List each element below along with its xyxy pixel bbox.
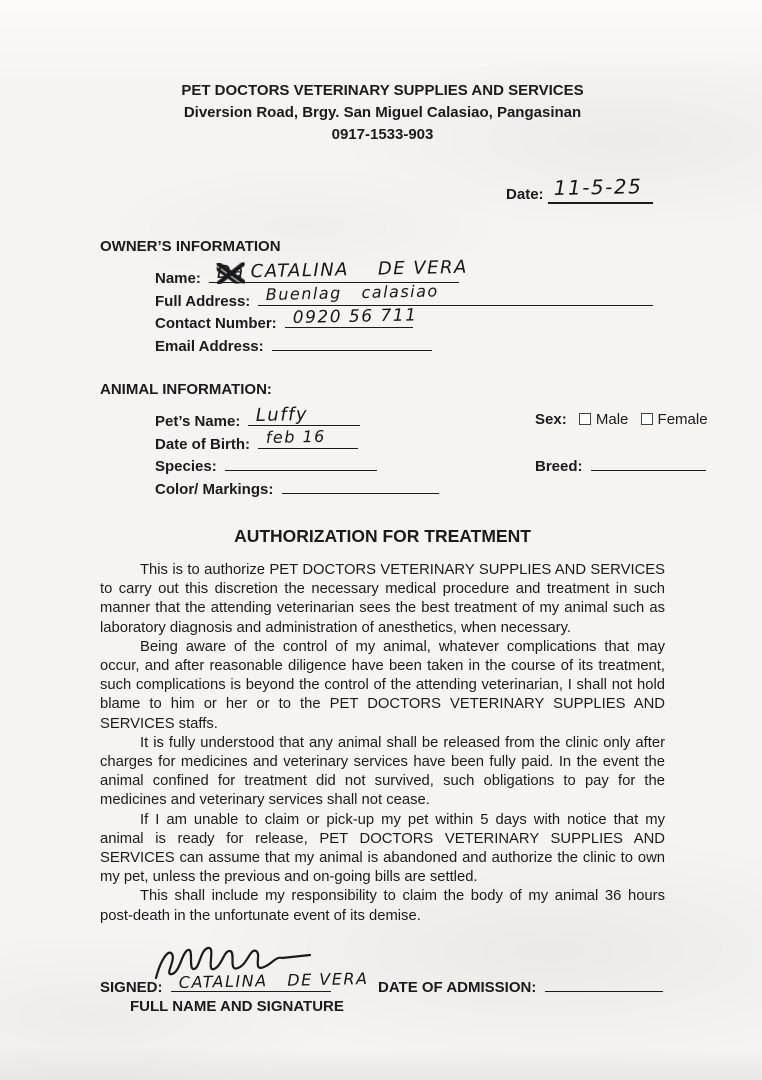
- date-row: [100, 174, 665, 214]
- authorization-paragraph-1: This is to authorize PET DOCTORS VETERINARY SUPPLIES AND SERVICES to carry out this discretion the necessary medical procedure and treatment in such manner that the attending veterinarian sees the best treatment of my animal such as laboratory diagnosis and administration of anesthetics, when necessary.: [100, 562, 665, 636]
- admission-group: [378, 976, 663, 996]
- signed-handwritten-name: CATALINA DE VERA: [178, 968, 369, 992]
- owner-email-label: Email Address:: [155, 337, 264, 355]
- dob-row: [155, 426, 665, 456]
- authorization-paragraph-4: If I am unable to claim or pick-up my pet within 5 days with notice that my animal is ready for release, PET DOCTORS VETERINARY SUPPLIES AND SERVICES can assume that my animal is abandoned and authorize the clinic to own my pet, unless the previous and on-going bills are settled.: [100, 811, 665, 886]
- owner-email-field: [272, 335, 432, 351]
- authorization-body: [100, 561, 665, 926]
- female-option-label: Female: [657, 411, 708, 428]
- pet-name-field: [248, 403, 360, 426]
- owner-address-label: Full Address:: [155, 292, 251, 310]
- owner-email-row: [155, 335, 665, 358]
- pet-name-handwritten: Luffy: [256, 403, 309, 426]
- pet-name-row: [155, 403, 708, 433]
- male-checkbox: [579, 413, 591, 425]
- male-option-label: Male: [595, 411, 629, 428]
- owner-name-field: [209, 256, 469, 283]
- species-row: [155, 455, 665, 478]
- owner-fields: [155, 256, 665, 357]
- breed-group: [535, 455, 706, 478]
- owner-contact-row: [155, 304, 665, 335]
- owner-contact-field: [285, 304, 418, 328]
- date-label: Date:: [506, 186, 544, 203]
- animal-fields: [155, 403, 708, 500]
- sex-label: Sex:: [535, 411, 567, 428]
- authorization-paragraph-5: This shall include my responsibility to claim the body of my animal 36 hours post-death in the unfortunate event of its demise.: [100, 888, 665, 924]
- color-markings-field: [282, 478, 439, 494]
- species-label: Species:: [155, 458, 217, 475]
- dob-label: Date of Birth:: [155, 435, 250, 453]
- owner-name-handwritten: [217, 257, 468, 283]
- owner-section-heading: OWNER’S INFORMATION: [100, 238, 281, 255]
- signed-caption: FULL NAME AND SIGNATURE: [130, 997, 344, 1015]
- signed-label: SIGNED:: [100, 978, 163, 996]
- clinic-name: PET DOCTORS VETERINARY SUPPLIES AND SERVICES: [181, 82, 584, 99]
- owner-address-handwritten: Buenlag calasiao: [266, 281, 440, 305]
- owner-name-value: CATALINA DE VERA: [250, 256, 469, 282]
- clinic-header: [100, 0, 665, 146]
- owner-contact-label: Contact Number:: [155, 315, 277, 332]
- color-markings-label: Color/ Markings:: [155, 480, 274, 498]
- owner-contact-handwritten: 0920 56 711: [292, 304, 418, 328]
- color-markings-row: [155, 478, 665, 501]
- dob-handwritten: feb 16: [265, 426, 327, 448]
- authorization-paragraph-2: Being aware of the control of my animal, whatever complications that may occur, and after reasonable diligence have been taken in the course of its treatment, such complications is beyond the control of the attending veterinarian, I shall not hold blame to him or her or to the PET DOCTORS VETERINARY SUPPLIES AND SERVICES staffs.: [100, 638, 665, 732]
- clinic-address: Diversion Road, Brgy. San Miguel Calasiao, Pangasinan: [183, 104, 582, 121]
- authorization-paragraph-3: It is fully understood that any animal shall be released from the clinic only after charges for medicines and veterinary services have been fully paid. In the event the animal confined for treatment did not survived, such obligations to pay for the medicines and veterinary services shall not cease.: [100, 734, 665, 809]
- female-checkbox: [641, 413, 653, 425]
- signature-block: [100, 968, 665, 1046]
- admission-label: DATE OF ADMISSION:: [378, 978, 537, 996]
- signed-field: [171, 968, 369, 992]
- sex-group: [535, 410, 708, 431]
- animal-section-heading: ANIMAL INFORMATION:: [100, 381, 272, 398]
- species-field: [225, 455, 377, 471]
- dob-field: [258, 426, 358, 449]
- scribbled-out-text: Da: [216, 260, 245, 283]
- authorization-heading: AUTHORIZATION FOR TREATMENT: [234, 526, 531, 546]
- breed-field: [591, 455, 706, 471]
- clinic-phone: 0917-1533-903: [331, 126, 434, 143]
- breed-label: Breed:: [535, 458, 583, 475]
- owner-name-label: Name:: [155, 270, 201, 287]
- date-field: [548, 174, 653, 204]
- pet-name-label: Pet’s Name:: [155, 413, 241, 430]
- date-handwritten-value: 11-5-25: [553, 174, 643, 200]
- admission-field: [545, 976, 663, 992]
- owner-address-field: [258, 281, 653, 306]
